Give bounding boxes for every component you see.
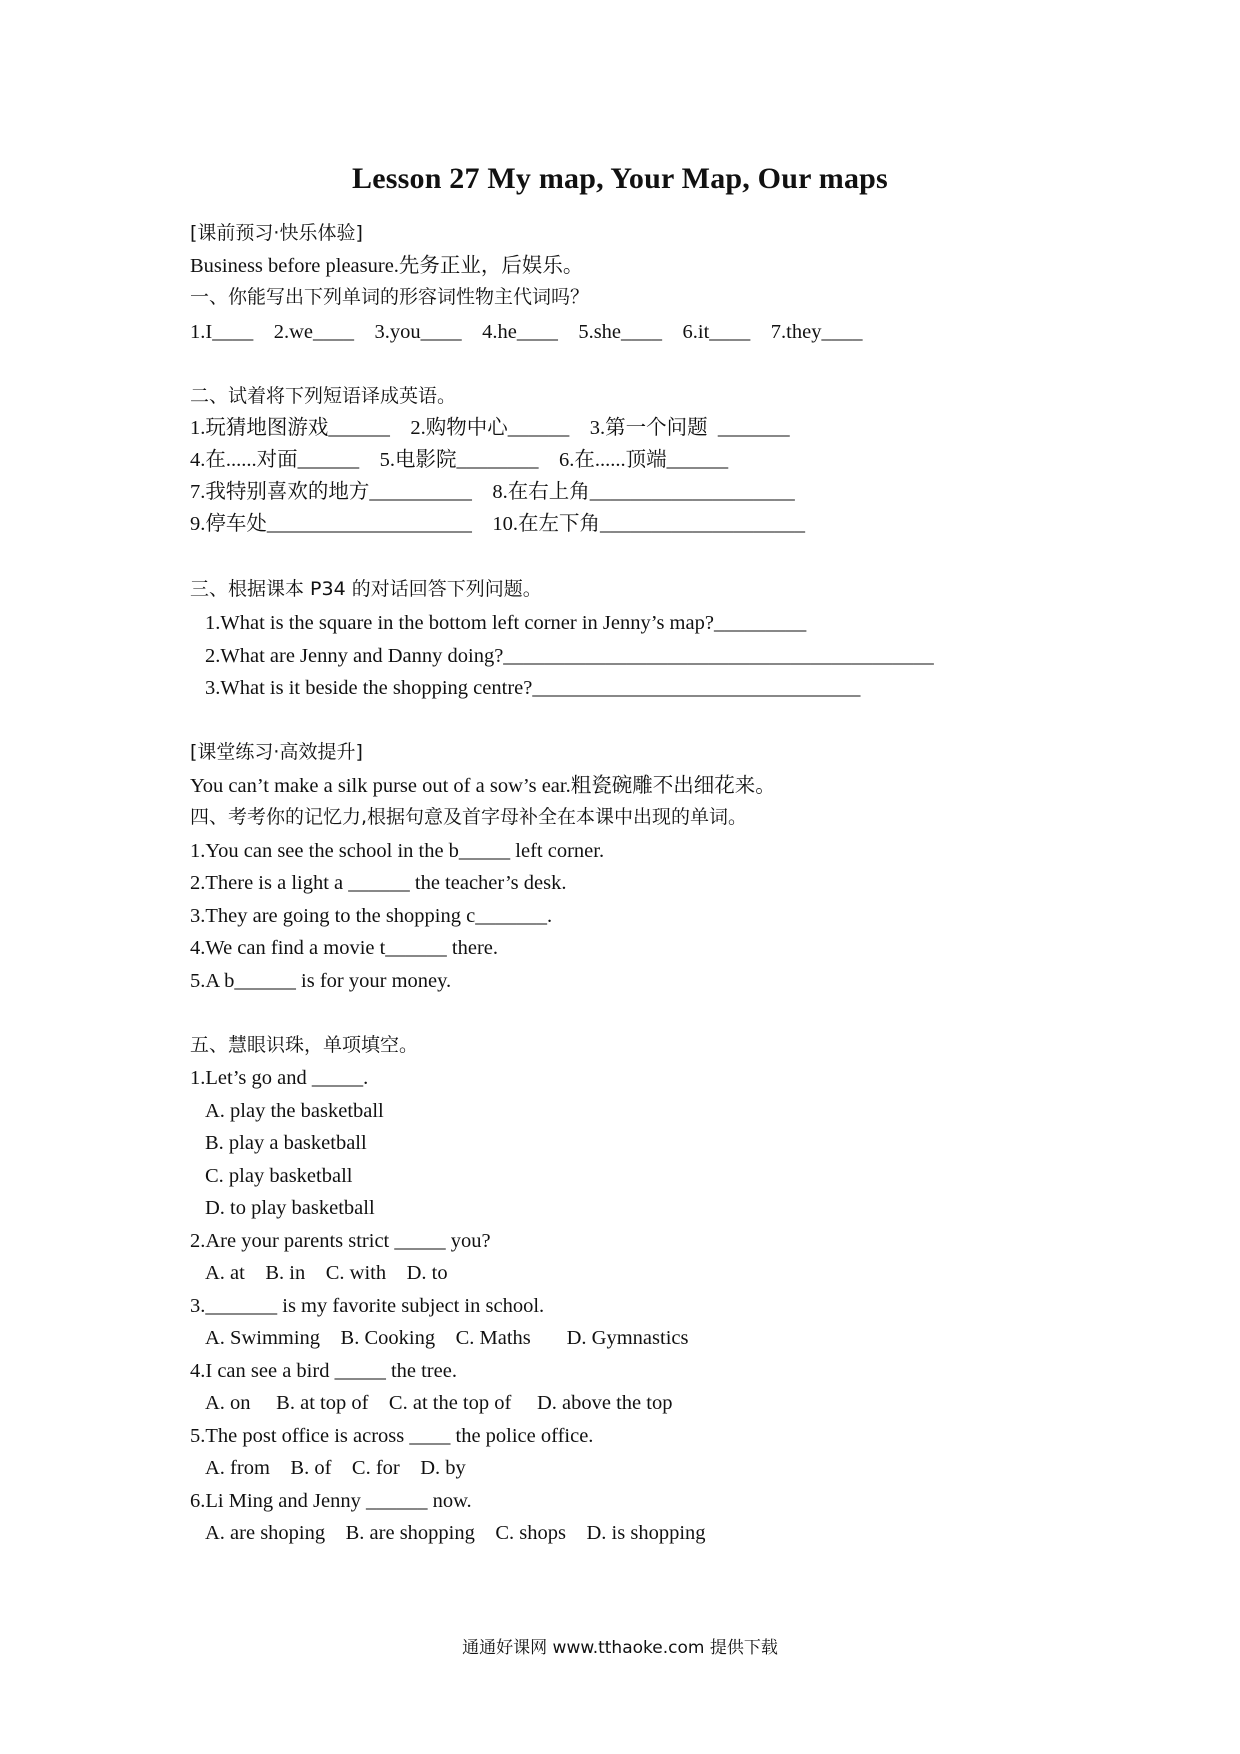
footer-source: 通通好课网 www.tthaoke.com 提供下载 (462, 1638, 778, 1658)
mcq-option: C. play basketball (205, 1165, 353, 1187)
section-4-item: 5.A b______ is for your money. (190, 970, 452, 992)
mcq-question-6: 6.Li Ming and Jenny ______ now. (190, 1490, 472, 1512)
section-3-question: 3.What is it beside the shopping centre?________________________________ (205, 677, 861, 699)
mcq-option: D. to play basketball (205, 1197, 375, 1219)
mcq-options-6: A. are shoping B. are shopping C. shops D. is shopping (205, 1522, 706, 1544)
mcq-question-4: 4.I can see a bird _____ the tree. (190, 1360, 457, 1382)
mcq-question-5: 5.The post office is across ____ the police office. (190, 1425, 594, 1447)
page-title: Lesson 27 My map, Your Map, Our maps (352, 162, 888, 195)
section-4-item: 2.There is a light a ______ the teacher’s desk. (190, 872, 567, 894)
section-2-row: 9.停车处____________________ 10.在左下角____________________ (190, 513, 805, 535)
section-1-items: 1.I____ 2.we____ 3.you____ 4.he____ 5.she____ 6.it____ 7.they____ (190, 321, 863, 343)
section-4-item: 4.We can find a movie t______ there. (190, 937, 499, 959)
proverb-2: You can’t make a silk purse out of a sow’s ear.粗瓷碗雕不出细花来。 (190, 775, 776, 797)
section-5-heading: 五、慧眼识珠，单项填空。 (190, 1034, 419, 1056)
mcq-option: A. play the basketball (205, 1100, 384, 1122)
section-3-heading: 三、根据课本 P34 的对话回答下列问题。 (190, 578, 542, 600)
class-section-header: [课堂练习·高效提升] (190, 741, 363, 763)
section-4-item: 3.They are going to the shopping c_______. (190, 905, 553, 927)
section-1-heading: 一、你能写出下列单词的形容词性物主代词吗？ (190, 286, 590, 308)
mcq-question-1: 1.Let’s go and _____. (190, 1067, 369, 1089)
section-3-question: 1.What is the square in the bottom left corner in Jenny’s map?_________ (205, 612, 807, 634)
section-4-item: 1.You can see the school in the b_____ left corner. (190, 840, 605, 862)
section-2-row: 7.我特别喜欢的地方__________ 8.在右上角____________________ (190, 481, 795, 503)
section-3-question: 2.What are Jenny and Danny doing?__________________________________________ (205, 645, 934, 667)
preview-section-header: [课前预习·快乐体验] (190, 222, 363, 244)
mcq-options-5: A. from B. of C. for D. by (205, 1457, 466, 1479)
mcq-question-3: 3._______ is my favorite subject in school. (190, 1295, 545, 1317)
section-2-heading: 二、试着将下列短语译成英语。 (190, 385, 457, 407)
section-4-heading: 四、考考你的记忆力,根据句意及首字母补全在本课中出现的单词。 (190, 806, 748, 828)
section-2-row: 1.玩猜地图游戏______ 2.购物中心______ 3.第一个问题 _______ (190, 417, 790, 439)
section-2-row: 4.在......对面______ 5.电影院________ 6.在......顶端______ (190, 449, 729, 471)
mcq-options-4: A. on B. at top of C. at the top of D. above the top (205, 1392, 673, 1414)
mcq-question-2: 2.Are your parents strict _____ you? (190, 1230, 491, 1252)
mcq-option: B. play a basketball (205, 1132, 367, 1154)
mcq-options-2: A. at B. in C. with D. to (205, 1262, 448, 1284)
mcq-options-3: A. Swimming B. Cooking C. Maths D. Gymnastics (205, 1327, 689, 1349)
proverb-1: Business before pleasure.先务正业，后娱乐。 (190, 255, 584, 277)
